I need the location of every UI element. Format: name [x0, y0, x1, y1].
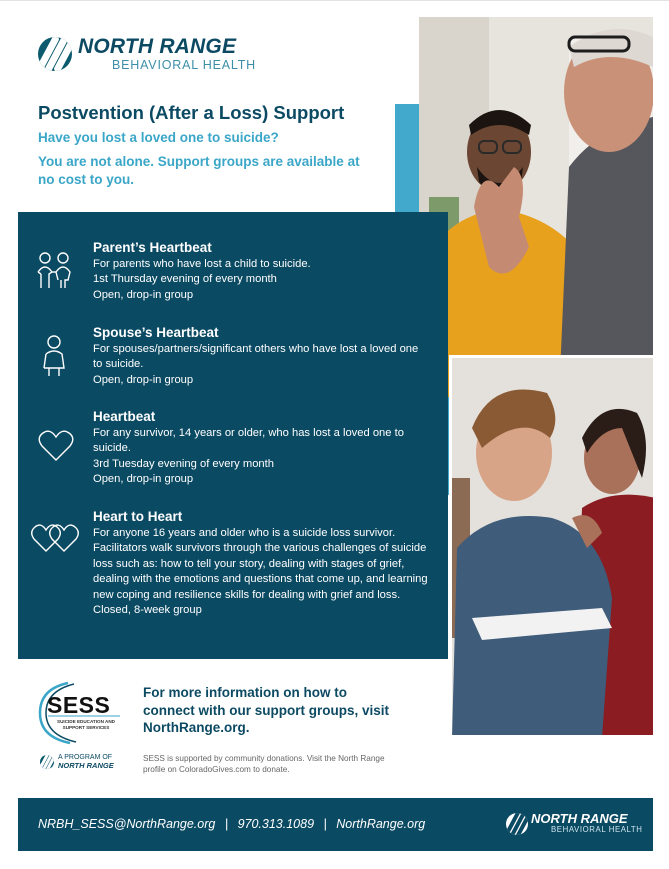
- program-line2: NORTH RANGE: [58, 761, 114, 770]
- group-format: Open, drop-in group: [93, 373, 194, 386]
- group-name: Heartbeat: [93, 409, 156, 424]
- more-info-text: For more information on how to connect with our support groups, visit NorthRange.org.: [143, 685, 390, 735]
- group-name: Heart to Heart: [93, 509, 183, 524]
- photo-comforting: [449, 355, 653, 735]
- heart-icon: [38, 429, 74, 463]
- footer-phone[interactable]: 970.313.1089: [237, 817, 315, 831]
- group-schedule: 1st Thursday evening of every month: [93, 273, 277, 286]
- group-description: For anyone 16 years and older who is a suicide loss survivor. Facilitators walk survivors through the various challenges of suicide loss such as: how to tell your story, dealing with stages of grief, dealing with the emotions and questions that come up, and learning new coping and resilience skills for dealing with grief and loss.: [93, 527, 428, 601]
- group-format: Closed, 8-week group: [93, 604, 202, 617]
- footer-email[interactable]: NRBH_SESS@NorthRange.org: [38, 817, 216, 831]
- group-description: For any survivor, 14 years or older, who has lost a loved one to suicide.: [93, 427, 404, 455]
- group-schedule: 3rd Tuesday evening of every month: [93, 457, 274, 470]
- parents-icon: [32, 250, 76, 290]
- group-heartbeat: [93, 408, 428, 488]
- group-format: Open, drop-in group: [93, 473, 194, 486]
- footer-brand-name: NORTH RANGE: [531, 811, 628, 826]
- group-name: Spouse’s Heartbeat: [93, 325, 219, 340]
- group-format: Open, drop-in group: [93, 288, 194, 301]
- program-of-badge: [40, 754, 114, 770]
- support-groups-panel: [18, 212, 448, 659]
- footer-separator: |: [323, 817, 327, 831]
- group-parents-heartbeat: [93, 239, 428, 303]
- group-description: For spouses/partners/significant others who have lost a loved one to suicide.: [93, 343, 419, 371]
- north-range-logo: [38, 36, 256, 72]
- group-heart-to-heart: [93, 508, 428, 618]
- person-icon: [40, 334, 68, 378]
- group-description: For parents who have lost a child to suicide.: [93, 258, 311, 270]
- brand-subname: BEHAVIORAL HEALTH: [112, 58, 256, 72]
- group-spouses-heartbeat: [93, 324, 428, 388]
- footer-website[interactable]: NorthRange.org: [336, 817, 426, 831]
- north-range-mark-icon: [40, 755, 54, 769]
- brand-name: NORTH RANGE: [78, 35, 237, 58]
- page-title: Postvention (After a Loss) Support: [38, 102, 345, 123]
- sess-logo-subtext: SUICIDE EDUCATION AND SUPPORT SERVICES: [57, 719, 115, 730]
- sess-logo-text: SESS: [47, 692, 111, 718]
- footer-bar: [18, 798, 653, 851]
- north-range-mark-icon: [38, 37, 72, 71]
- footer-brand-subname: BEHAVIORAL HEALTH: [551, 825, 643, 834]
- support-note: SESS is supported by community donations. Visit the North Range profile on ColoradoGives.com to donate.: [143, 754, 385, 774]
- subtitle-question: Have you lost a loved one to suicide?: [38, 130, 279, 145]
- footer-logo: [506, 812, 643, 835]
- footer-separator: |: [224, 817, 229, 831]
- program-line1: A PROGRAM OF: [58, 754, 113, 761]
- north-range-mark-icon: [506, 813, 528, 835]
- two-hearts-icon: [30, 522, 80, 554]
- subtitle-message: You are not alone. Support groups are available at no cost to you.: [38, 154, 360, 187]
- top-rule: [0, 0, 669, 1]
- footer-contact: [38, 817, 425, 831]
- group-name: Parent’s Heartbeat: [93, 240, 212, 255]
- photo-group-conversation: [419, 17, 653, 397]
